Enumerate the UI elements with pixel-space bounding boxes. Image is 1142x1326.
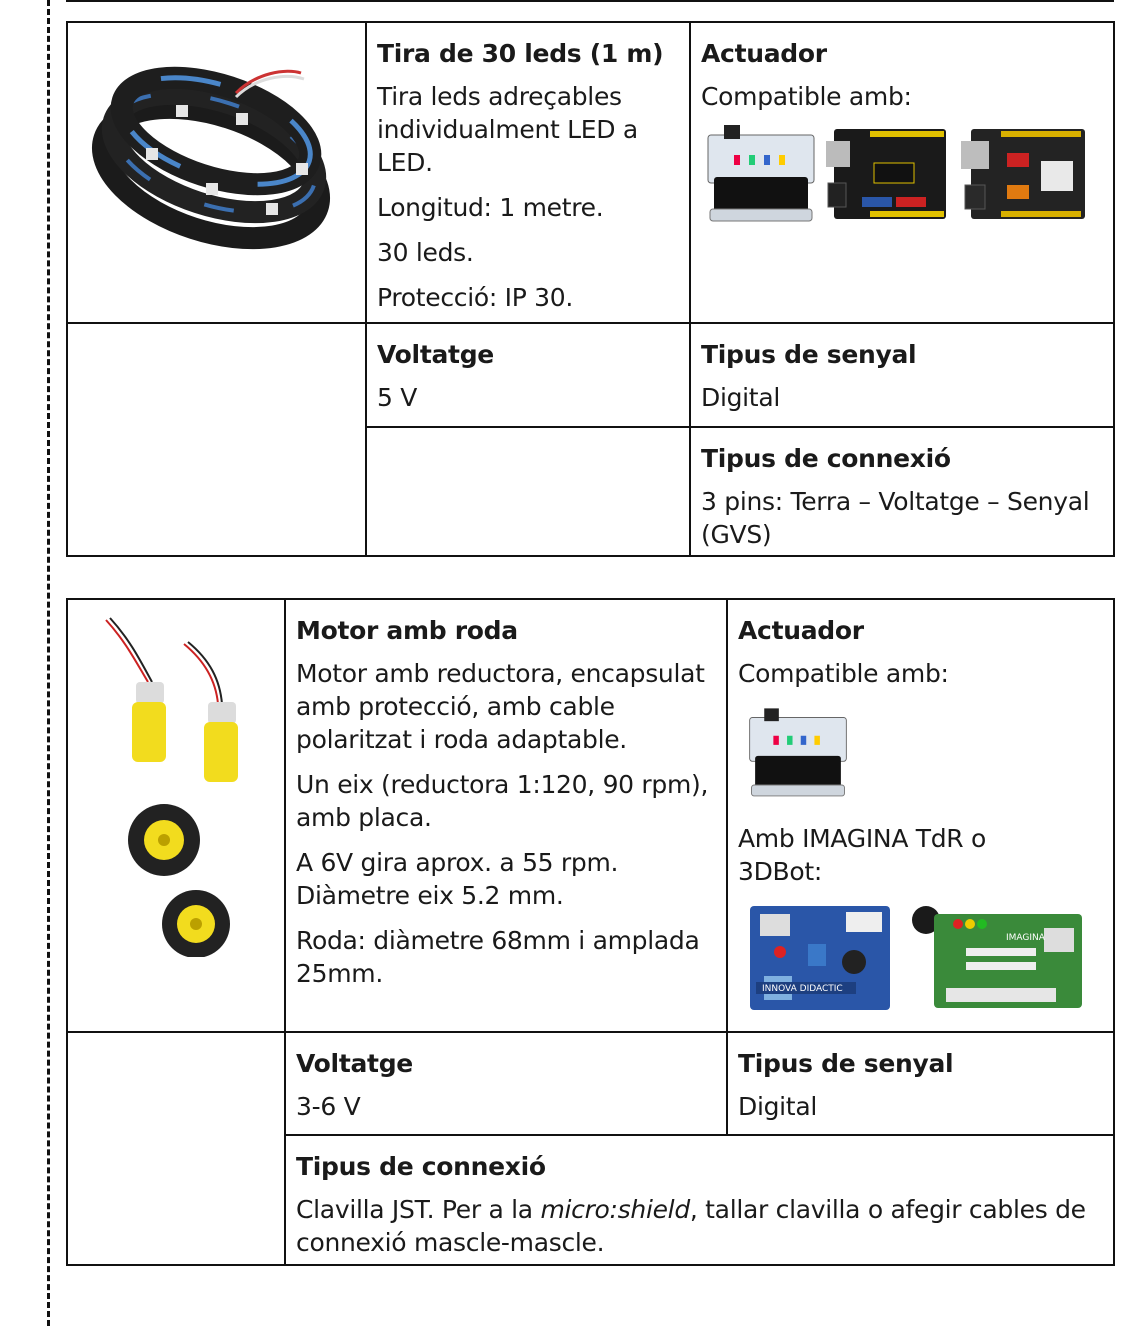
card1-desc-3: 30 leds.: [377, 238, 474, 267]
motor-wheel-image: [96, 612, 266, 957]
card1-signal-label: Tipus de senyal: [701, 340, 917, 369]
card2-signal-label: Tipus de senyal: [738, 1049, 954, 1078]
card1-compat: Compatible amb:: [701, 82, 912, 111]
cut-line: [47, 0, 50, 1326]
imagina-tdr-board-image: [750, 902, 892, 1012]
card2-type: Actuador: [738, 616, 864, 645]
arduino-board-image: [961, 127, 1087, 223]
card1-connection-value: 3 pins: Terra – Voltatge – Senyal (GVS): [701, 487, 1090, 549]
microshield-board-image: [746, 704, 850, 804]
card1-desc-1: Tira leds adreçables individualment LED a LED.: [377, 82, 638, 177]
card2-voltage-label: Voltatge: [296, 1049, 413, 1078]
card1-title: Tira de 30 leds (1 m): [377, 39, 664, 68]
card2-connection-label: Tipus de connexió: [296, 1152, 546, 1181]
card2-connection-value: Clavilla JST. Per a la micro:shield, tallar clavilla o afegir cables de connexió mascle-mascle.: [296, 1195, 1086, 1257]
card2-voltage-value: 3-6 V: [296, 1092, 361, 1121]
card2-compat: Compatible amb:: [738, 659, 949, 688]
card1-signal-value: Digital: [701, 383, 780, 412]
card1-connection-label: Tipus de connexió: [701, 444, 951, 473]
imagina-3dbot-board-image: [906, 900, 1090, 1012]
keyestudio-board-image: [826, 127, 948, 223]
led-strip-image: [86, 53, 336, 273]
card2-compat-2: Amb IMAGINA TdR o 3DBot:: [738, 824, 987, 886]
card2-desc-2: Un eix (reductora 1:120, 90 rpm), amb placa.: [296, 770, 709, 832]
card1-voltage-value: 5 V: [377, 383, 418, 412]
card1-desc-2: Longitud: 1 metre.: [377, 193, 604, 222]
top-rule: [66, 0, 1114, 2]
card2-desc-3: A 6V gira aprox. a 55 rpm. Diàmetre eix 5.2 mm.: [296, 848, 619, 910]
card1-voltage-label: Voltatge: [377, 340, 494, 369]
board-label-imagina: IMAGINA: [1006, 933, 1045, 943]
microshield-board-image: [704, 125, 818, 225]
motor-wheel-card: [66, 598, 1115, 1266]
card2-signal-value: Digital: [738, 1092, 817, 1121]
card2-title: Motor amb roda: [296, 616, 518, 645]
led-strip-card: [66, 21, 1115, 557]
card2-desc-1: Motor amb reductora, encapsulat amb protecció, amb cable polaritzat i roda adaptable.: [296, 659, 705, 754]
board-label-innova: INNOVA DIDACTIC: [762, 984, 843, 994]
card2-desc-4: Roda: diàmetre 68mm i amplada 25mm.: [296, 926, 700, 988]
card1-desc-4: Protecció: IP 30.: [377, 283, 573, 312]
card1-type: Actuador: [701, 39, 827, 68]
